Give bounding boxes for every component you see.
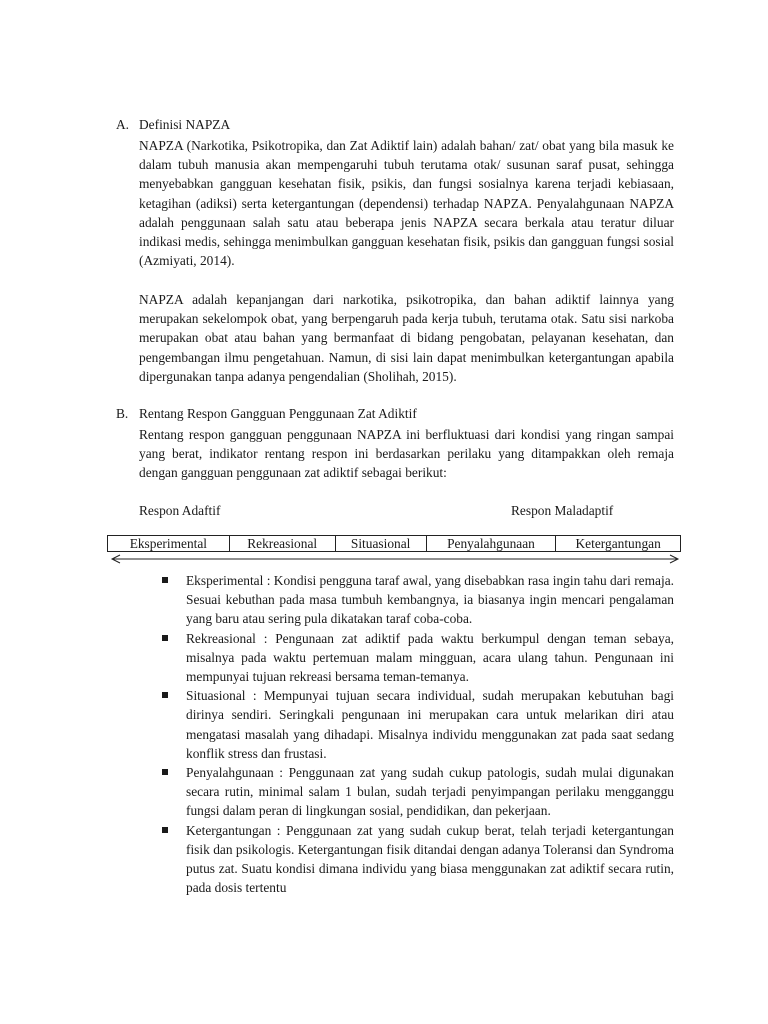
- bullet-icon: [162, 635, 168, 641]
- list-item-text: Situasional : Mempunyai tujuan secara individual, sudah merupakan kebutuhan bagi dirinya sendiri. Seringkali pengunaan ini merupakan cara untuk melarikan diri atau mengatasi masalah yang dihadapi. Misalnya individu menggunakan zat pada saat sedang konflik stress dan frustasi.: [186, 688, 674, 761]
- spectrum-cell-eksperimental: Eksperimental: [129, 536, 208, 551]
- bullet-icon: [162, 769, 168, 775]
- bullet-icon: [162, 827, 168, 833]
- spectrum-definitions-list: [162, 571, 674, 897]
- response-spectrum-table: [107, 535, 681, 552]
- list-item-text: Ketergantungan : Penggunaan zat yang sudah cukup berat, telah terjadi ketergantungan fisik dan psikologis. Ketergantungan fisik ditandai dengan adanya Toleransi dan Syndroma putus zat. Suatu kondisi dimana individu yang biasa menggunakan zat adiktif secara rutin, pada dosis tertentu: [186, 822, 674, 896]
- section-b-letter: B.: [116, 406, 129, 421]
- section-a-heading: [116, 117, 230, 133]
- list-item-rekreasional: [162, 629, 674, 687]
- spectrum-cell-rekreasional: Rekreasional: [229, 536, 335, 551]
- spectrum-cell-penyalahgunaan: Penyalahgunaan: [426, 536, 556, 551]
- list-item-ketergantungan: [162, 821, 674, 898]
- section-b-paragraph-1: Rentang respon gangguan penggunaan NAPZA ini berfluktuasi dari kondisi yang ringan sampai yang berat, indikator rentang respon ini berdasarkan perilaku yang ditampakkan oleh remaja dengan gangguan penggunaan zat adiktif sebagai berikut:: [139, 427, 674, 481]
- section-a-paragraph-2: NAPZA adalah kepanjangan dari narkotika, psikotropika, dan bahan adiktif lainnya yang merupakan sekelompok obat, yang berpengaruh pada kerja tubuh, terutama otak. Satu sisi narkoba merupakan obat atau bahan yang bermanfaat di bidang pengobatan, pelayanan kesehatan, dan pengembangan ilmu pengetahuan. Namun, di sisi lain dapat menimbulkan ketergantungan apabila dipergunakan tanpa adanya pengendalian (Sholihah, 2015).: [139, 292, 674, 384]
- bullet-icon: [162, 577, 168, 583]
- section-a-paragraph-1: NAPZA (Narkotika, Psikotropika, dan Zat Adiktif lain) adalah bahan/ zat/ obat yang bila masuk ke dalam tubuh manusia akan mempengaruhi tubuh terutama otak/ susunan saraf pusat, sehingga menyebabkan gangguan kesehatan fisik, psikis, dan fungsi sosialnya karena terjadi kebiasaan, ketagihan (adiksi) serta ketergantungan (dependensi) terhadap NAPZA. Penyalahgunaan NAPZA adalah penggunaan salah satu atau beberapa jenis NAPZA secara berkala atau teratur diluar indikasi medis, sehingga menimbulkan gangguan kesehatan fisik, psikis dan gangguan fungsi sosial (Azmiyati, 2014).: [139, 138, 674, 269]
- section-a-letter: A.: [116, 117, 130, 132]
- list-item-eksperimental: [162, 571, 674, 629]
- double-arrow-icon: [110, 554, 680, 564]
- spectrum-cell-ketergantungan: Ketergantungan: [555, 536, 680, 551]
- bullet-icon: [162, 692, 168, 698]
- list-item-text: Penyalahgunaan : Penggunaan zat yang sudah cukup patologis, sudah mulai digunakan secara rutin, minimal salam 1 bulan, sudah terjadi penyimpangan perilaku mengganggu fungsi dalam peran di lingkungan sosial, pendidikan, dan pekerjaan.: [186, 765, 674, 819]
- list-item-text: Eksperimental : Kondisi pengguna taraf awal, yang disebabkan rasa ingin tahu dari remaja. Sesuai kebuthan pada masa tumbuh kembangnya, ia biasanya ingin mencari pengalaman yang baru atau sering pula dikatakan taraf coba-coba.: [186, 573, 674, 627]
- section-a-title: Definisi NAPZA: [139, 117, 231, 132]
- section-b-title: Rentang Respon Gangguan Penggunaan Zat Adiktif: [139, 406, 417, 421]
- list-item-situasional: [162, 686, 674, 763]
- section-b-heading: [116, 406, 417, 422]
- label-respon-maladaptif: Respon Maladaptif: [511, 503, 614, 518]
- spectrum-cell-situasional: Situasional: [335, 536, 426, 551]
- label-respon-adaptif: Respon Adaftif: [139, 503, 221, 518]
- list-item-text: Rekreasional : Pengunaan zat adiktif pada waktu berkumpul dengan teman sebaya, misalnya pada waktu pertemuan malam mingguan, acara ulang tahun. Pengunaan ini mempunyai tujuan rekreasi bersama teman-temanya.: [186, 630, 674, 685]
- list-item-penyalahgunaan: [162, 763, 674, 821]
